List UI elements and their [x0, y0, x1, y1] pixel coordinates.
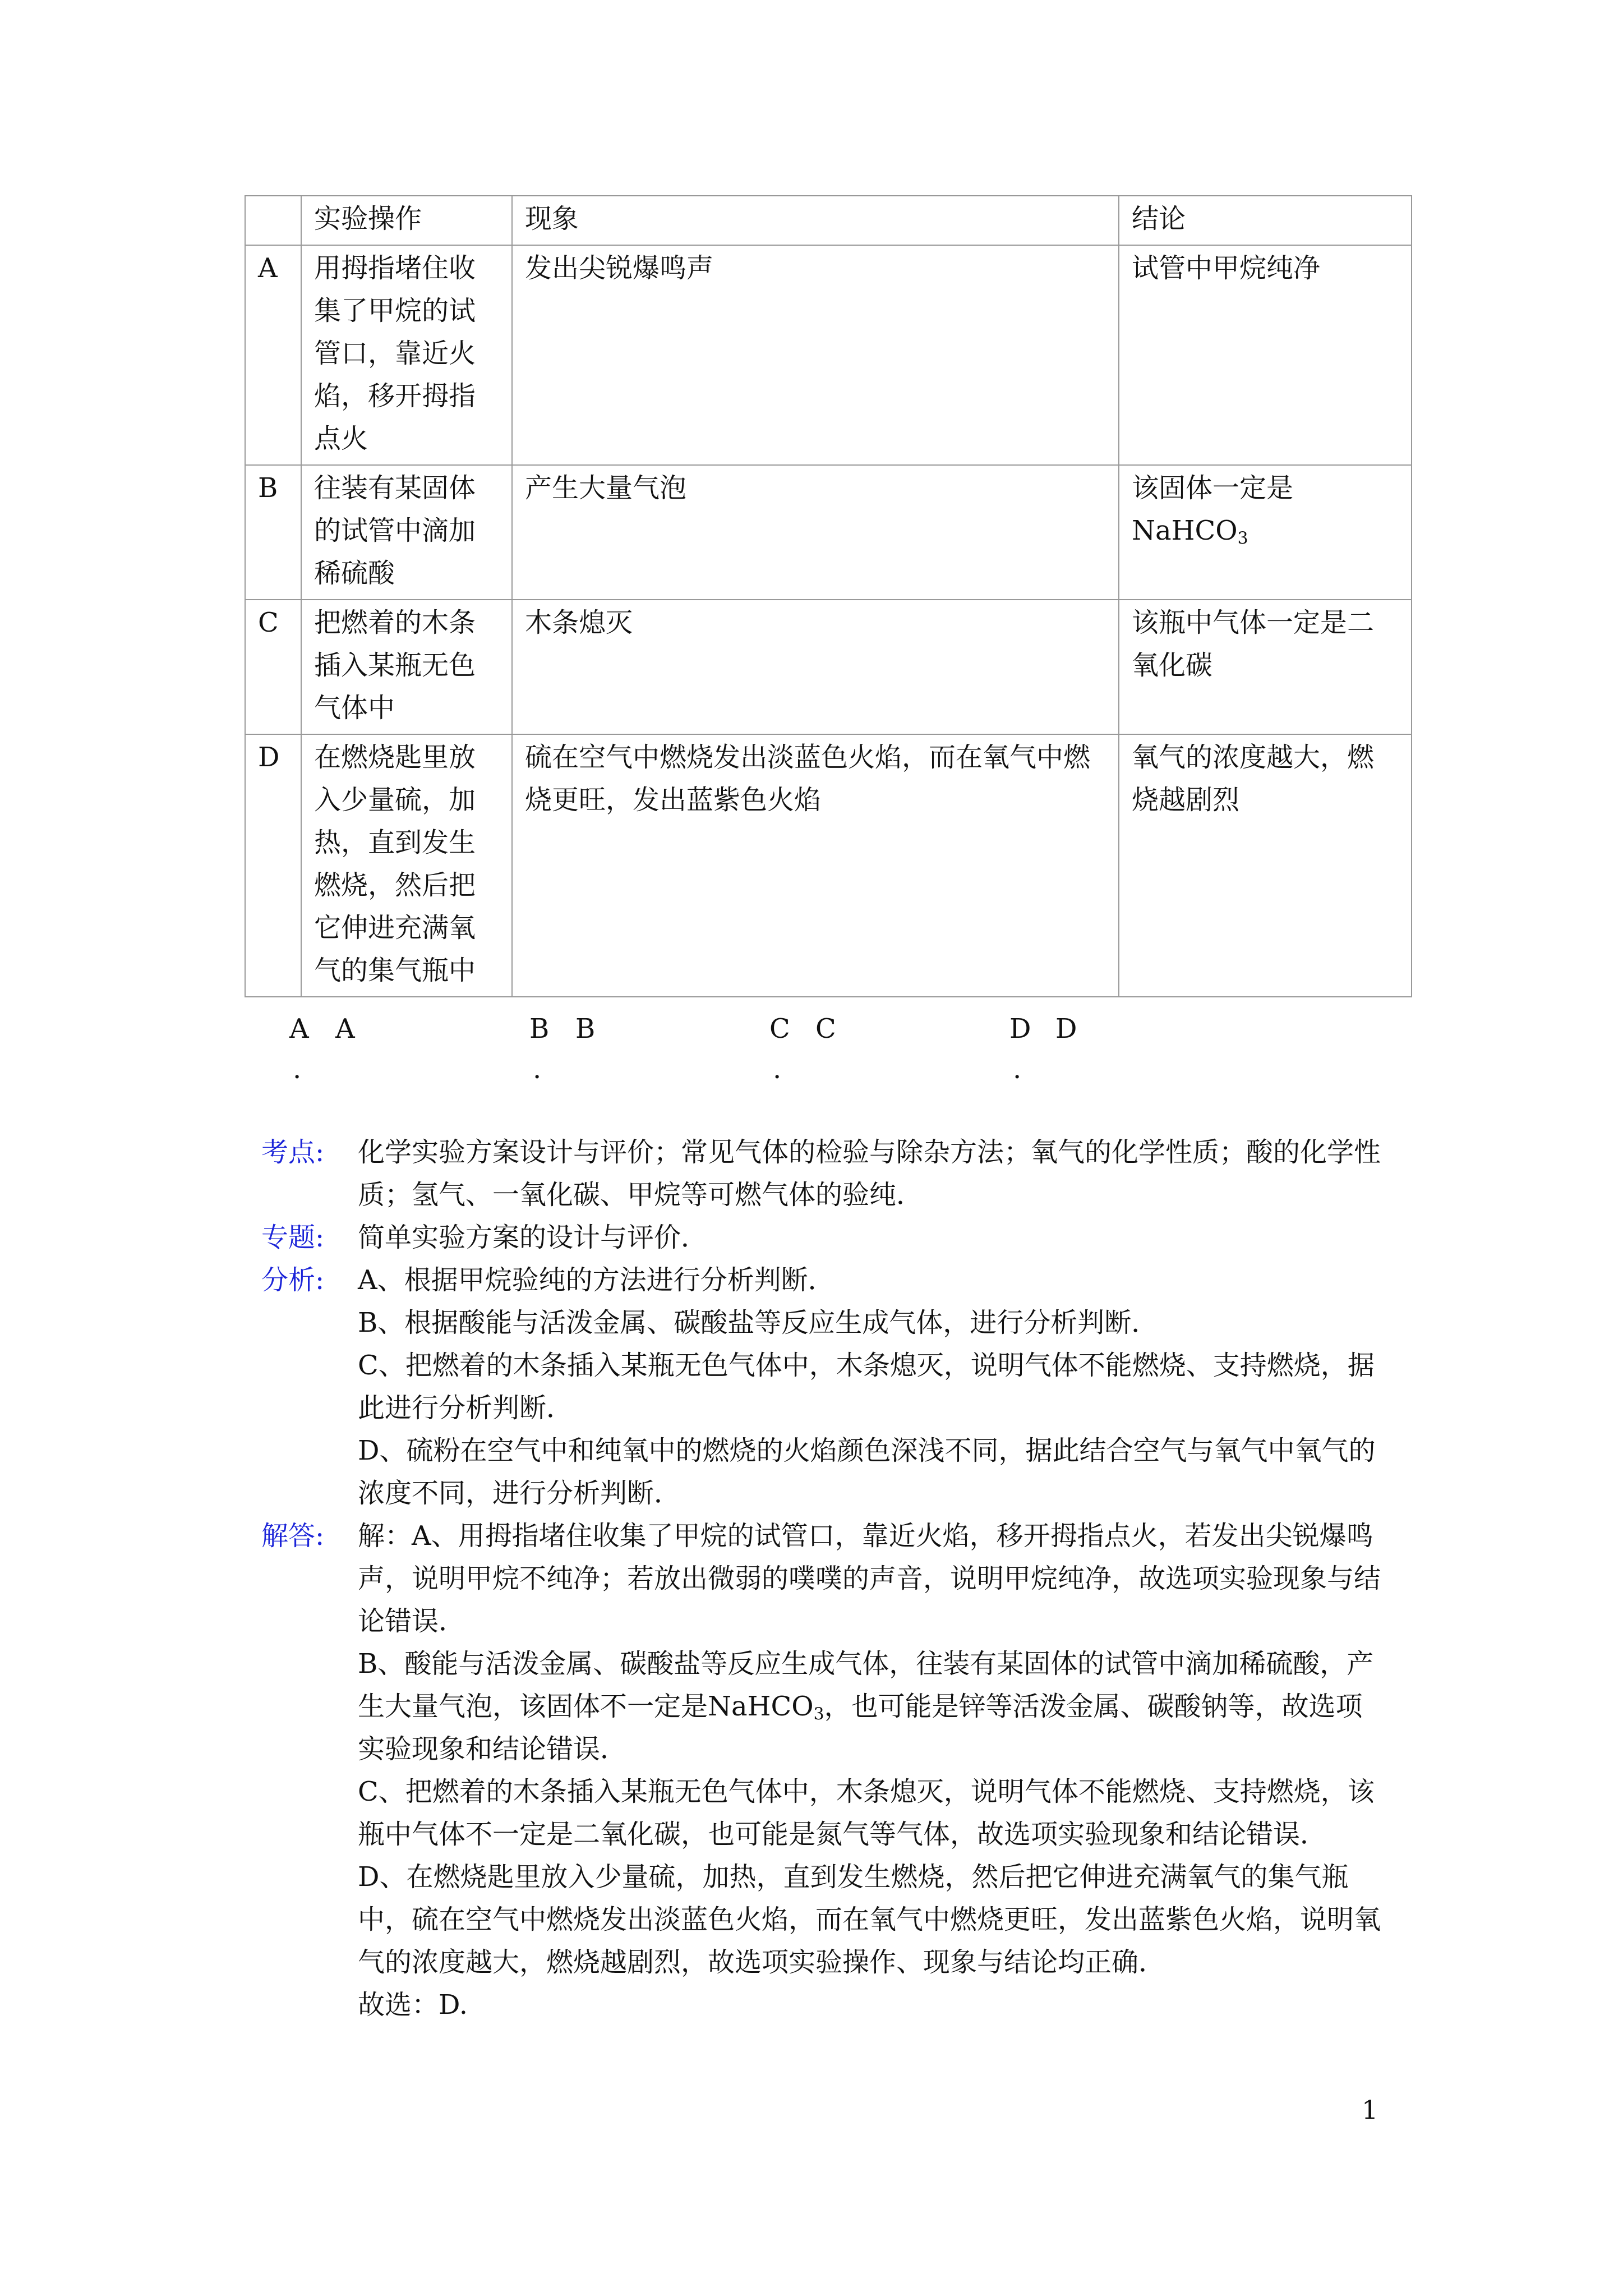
jieda-paragraph: B、酸能与活泼金属、碳酸盐等反应生成气体，往装有某固体的试管中滴加稀硫酸，产生大量气泡，该固体不一定是NaHCO$_3$，也可能是锌等活泼金属、碳酸钠等，故选项实验现象和结论错误．: [358, 1648, 1374, 1765]
experiment-table: [245, 195, 1412, 997]
option-letter: D: [1009, 1013, 1031, 1045]
table-row-c: [245, 600, 1412, 734]
header-cell-conclusion: 结论: [1119, 196, 1412, 245]
option-dot: .: [293, 1053, 302, 1085]
option-dot: .: [1013, 1053, 1022, 1085]
kaodian-text: 化学实验方案设计与评价；常见气体的检验与除杂方法；氧气的化学性质；酸的化学性质；氢气、一氧化碳、甲烷等可燃气体的验纯．: [358, 1137, 1381, 1211]
option-letter: C: [769, 1013, 790, 1045]
option-text: B: [575, 1013, 596, 1045]
row-conclusion: 该固体一定是NaHCO$_3$: [1119, 465, 1412, 600]
row-phenomenon: 硫在空气中燃烧发出淡蓝色火焰，而在氧气中燃烧更旺，发出蓝紫色火焰: [512, 734, 1119, 997]
row-conclusion: 试管中甲烷纯净: [1119, 245, 1412, 465]
row-operation: 往装有某固体的试管中滴加稀硫酸: [301, 465, 512, 600]
row-phenomenon: 发出尖锐爆鸣声: [512, 245, 1119, 465]
header-cell-blank: [245, 196, 301, 245]
row-id: B: [245, 465, 301, 600]
row-operation: 把燃着的木条插入某瓶无色气体中: [301, 600, 512, 734]
zhuanti-label: 专题:: [261, 1222, 325, 1253]
page-number: 1: [1362, 2095, 1378, 2125]
table-row-d: [245, 734, 1412, 997]
option-dot: .: [773, 1053, 782, 1085]
option-letter: B: [529, 1013, 550, 1045]
jieda-paragraph: C、把燃着的木条插入某瓶无色气体中，木条熄灭，说明气体不能燃烧、支持燃烧，该瓶中气体不一定是二氧化碳，也可能是氮气等气体，故选项实验现象和结论错误．: [358, 1776, 1375, 1850]
option-dot: .: [533, 1053, 542, 1085]
option-c[interactable]: [769, 1007, 836, 1085]
option-text: A: [335, 1013, 355, 1045]
row-conclusion: 氧气的浓度越大，燃烧越剧烈: [1119, 734, 1412, 997]
table-row-a: [245, 245, 1412, 465]
fenxi-paragraph: B、根据酸能与活泼金属、碳酸盐等反应生成气体，进行分析判断．: [358, 1307, 1159, 1338]
row-conclusion: 该瓶中气体一定是二氧化碳: [1119, 600, 1412, 734]
row-id: C: [245, 600, 301, 734]
fenxi-paragraph: D、硫粉在空气中和纯氧中的燃烧的火焰颜色深浅不同，据此结合空气与氧气中氧气的浓度不同，进行分析判断．: [358, 1435, 1376, 1509]
row-id: D: [245, 734, 301, 997]
row-operation: 在燃烧匙里放入少量硫，加热，直到发生燃烧，然后把它伸进充满氧气的集气瓶中: [301, 734, 512, 997]
fenxi-paragraph: C、把燃着的木条插入某瓶无色气体中，木条熄灭，说明气体不能燃烧、支持燃烧，据此进行分析判断．: [358, 1350, 1375, 1424]
option-b[interactable]: [529, 1007, 596, 1085]
header-cell-operation: 实验操作: [301, 196, 512, 245]
zhuanti-text: 简单实验方案的设计与评价．: [358, 1222, 708, 1253]
fenxi-label: 分析:: [261, 1264, 325, 1296]
option-letter: A: [289, 1013, 309, 1045]
jieda-paragraph: D、在燃烧匙里放入少量硫，加热，直到发生燃烧，然后把它伸进充满氧气的集气瓶中，硫在空气中燃烧发出淡蓝色火焰，而在氧气中燃烧更旺，发出蓝紫色火焰，说明氧气的浓度越大，燃烧越剧烈，故选项实验操作、现象与结论均正确．: [358, 1861, 1381, 1978]
jieda-paragraph: 解：A、用拇指堵住收集了甲烷的试管口，靠近火焰，移开拇指点火，若发出尖锐爆鸣声，说明甲烷不纯净；若放出微弱的噗噗的声音，说明甲烷纯净，故选项实验现象与结论错误．: [358, 1520, 1381, 1637]
row-operation: 用拇指堵住收集了甲烷的试管口，靠近火焰，移开拇指点火: [301, 245, 512, 465]
option-d[interactable]: [1009, 1007, 1077, 1085]
option-a[interactable]: [289, 1007, 355, 1085]
row-phenomenon: 产生大量气泡: [512, 465, 1119, 600]
jieda-paragraph: 故选：D.: [358, 1989, 468, 2021]
row-id: A: [245, 245, 301, 465]
option-text: C: [815, 1013, 836, 1045]
fenxi-paragraph: A、根据甲烷验纯的方法进行分析判断．: [358, 1264, 835, 1296]
row-phenomenon: 木条熄灭: [512, 600, 1119, 734]
table-row-b: [245, 465, 1412, 600]
header-cell-phenomenon: 现象: [512, 196, 1119, 245]
table-header-row: [245, 196, 1412, 245]
jieda-label: 解答:: [261, 1520, 325, 1552]
option-text: D: [1055, 1013, 1077, 1045]
kaodian-label: 考点:: [261, 1137, 325, 1168]
